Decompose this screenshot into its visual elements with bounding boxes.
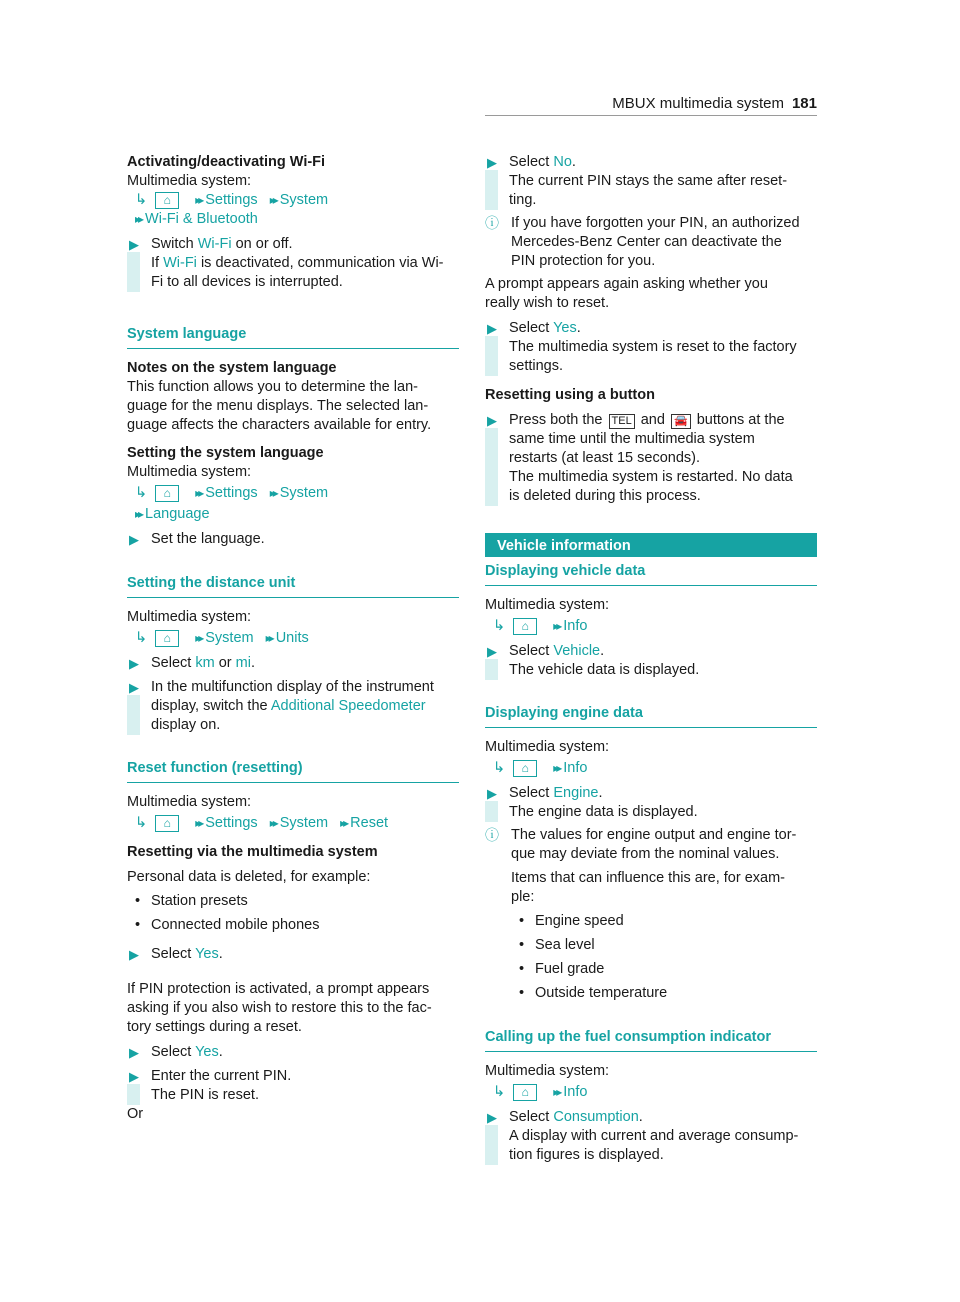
engine-path bbox=[485, 759, 817, 778]
tel-key-icon: TEL bbox=[609, 414, 635, 429]
fuel-consumption-section: Calling up the fuel consumption indicator Multimedia system: ↳ ⌂ ▸▸ Info ▶ Select Consumption. A display with current and average consump- tion figures is displayed. bbox=[485, 1028, 817, 1165]
path-language[interactable]: Language bbox=[145, 506, 210, 522]
step-arrow-icon: ▶ bbox=[129, 532, 139, 547]
header-title: MBUX multimedia system bbox=[612, 95, 784, 112]
info-icon: ⓘ bbox=[485, 215, 499, 231]
setting-language-title: Setting the system language bbox=[127, 445, 324, 461]
path-system[interactable]: System bbox=[279, 815, 329, 831]
list-item: • Connected mobile phones bbox=[127, 916, 459, 935]
yes-option[interactable]: Yes bbox=[553, 320, 577, 336]
wifi-section bbox=[127, 153, 459, 292]
home-icon[interactable]: ⌂ bbox=[513, 1084, 537, 1101]
header-rule bbox=[485, 115, 817, 116]
path-arrow-icon: ↳ bbox=[493, 1084, 506, 1100]
home-icon[interactable]: ⌂ bbox=[155, 485, 179, 502]
vehicle-path bbox=[485, 617, 817, 636]
running-header bbox=[0, 94, 817, 113]
wifi-link[interactable]: Wi-Fi bbox=[197, 236, 232, 252]
distance-unit-section: Setting the distance unit Multimedia system: ↳ ⌂ ▸▸ System ▸▸ Units ▶ Select km or mi. ▶ In the multifunction display of the instrument display, switch the Additional Speedometer display on. bbox=[127, 574, 459, 735]
press-buttons-step: ▶ Press both the TEL and 🚘 buttons at the same time until the multimedia system restarts (at least 15 seconds). The multimedia system is restarted. No data is deleted during this process. bbox=[487, 412, 793, 504]
vehicle-option[interactable]: Vehicle bbox=[553, 643, 601, 659]
system-language-heading: System language bbox=[127, 326, 247, 342]
step-bar bbox=[127, 252, 140, 292]
engine-data-heading: Displaying engine data bbox=[485, 705, 643, 721]
step-bar bbox=[485, 336, 498, 376]
step-arrow-icon: ▶ bbox=[129, 656, 139, 671]
chevron-icon: ▸▸ bbox=[269, 193, 276, 207]
wifi-intro: Multimedia system: bbox=[127, 173, 252, 189]
fuel-path bbox=[485, 1083, 817, 1102]
home-icon[interactable]: ⌂ bbox=[155, 192, 179, 209]
step-arrow-icon: ▶ bbox=[487, 1110, 497, 1125]
step-arrow-icon: ▶ bbox=[487, 413, 497, 428]
engine-note: ⓘ The values for engine output and engine tor- que may deviate from the nominal values. Items that can influence this are, for exam- ple: • Engine speed • Sea level • Fuel grade • Outside temperature bbox=[485, 826, 817, 1003]
wifi-title: Activating/deactivating Wi-Fi bbox=[127, 154, 326, 170]
list-item: • Outside temperature bbox=[511, 984, 817, 1003]
select-consumption-step: ▶ Select Consumption. A display with current and average consump- tion figures is displayed. bbox=[487, 1109, 799, 1163]
language-path-2 bbox=[127, 505, 459, 524]
fuel-heading: Calling up the fuel consumption indicator bbox=[485, 1029, 771, 1045]
car-key-icon: 🚘 bbox=[671, 414, 691, 429]
path-arrow-icon: ↳ bbox=[135, 630, 148, 646]
list-item: • Engine speed bbox=[511, 912, 817, 931]
path-arrow-icon: ↳ bbox=[135, 485, 148, 501]
path-arrow-icon: ↳ bbox=[135, 192, 148, 208]
heading-rule bbox=[127, 348, 459, 349]
home-icon[interactable]: ⌂ bbox=[155, 630, 179, 647]
step-arrow-icon: ▶ bbox=[487, 321, 497, 336]
step-arrow-icon: ▶ bbox=[487, 155, 497, 170]
distance-heading: Setting the distance unit bbox=[127, 575, 296, 591]
path-system[interactable]: System bbox=[205, 630, 254, 646]
path-settings[interactable]: Settings bbox=[205, 815, 258, 831]
chevron-icon: ▸▸ bbox=[269, 816, 276, 830]
chevron-icon: ▸▸ bbox=[135, 507, 142, 521]
home-icon[interactable]: ⌂ bbox=[513, 618, 537, 635]
chevron-icon: ▸▸ bbox=[135, 212, 142, 226]
chevron-icon: ▸▸ bbox=[553, 1085, 560, 1099]
language-step: ▶ Set the language. bbox=[129, 531, 265, 547]
chevron-icon: ▸▸ bbox=[265, 631, 272, 645]
list-item: • Sea level bbox=[511, 936, 817, 955]
step-bar bbox=[485, 428, 498, 506]
km-option[interactable]: km bbox=[195, 655, 215, 671]
path-reset[interactable]: Reset bbox=[350, 815, 389, 831]
step-bar bbox=[485, 170, 498, 210]
wifi-step: ▶ Switch Wi-Fi on or off. If Wi-Fi is deactivated, communication via Wi- Fi to all devices is interrupted. bbox=[129, 236, 444, 290]
step-bar bbox=[127, 1084, 140, 1105]
no-option[interactable]: No bbox=[553, 154, 572, 170]
chevron-icon: ▸▸ bbox=[340, 816, 347, 830]
path-system[interactable]: System bbox=[279, 192, 329, 208]
distance-step-2: ▶ In the multifunction display of the instrument display, switch the Additional Speedometer display on. bbox=[129, 679, 434, 733]
reset-select-yes: ▶ Select Yes. bbox=[129, 946, 223, 962]
select-engine-step: ▶ Select Engine. The engine data is displayed. bbox=[487, 785, 698, 820]
vehicle-data-section: Displaying vehicle data Multimedia system: ↳ ⌂ ▸▸ Info ▶ Select Vehicle. The vehicle data is displayed. bbox=[485, 562, 817, 680]
reset-path bbox=[127, 814, 459, 833]
yes-option[interactable]: Yes bbox=[195, 1044, 219, 1060]
path-arrow-icon: ↳ bbox=[493, 618, 506, 634]
system-language-section: System language Notes on the system language This function allows you to determine the lan- guage for the menu displays. The selected lan- guage affects the characters available for entry. Setting the system language Multimedia system: ↳ ⌂ ▸▸ Settings ▸▸ System ▸▸ Language ▶ Set the language. bbox=[127, 325, 459, 549]
chevron-icon: ▸▸ bbox=[553, 761, 560, 775]
path-wifi-bluetooth[interactable]: Wi-Fi & Bluetooth bbox=[145, 211, 258, 227]
step-bar bbox=[485, 801, 498, 822]
heading-rule bbox=[485, 1051, 817, 1052]
chevron-icon: ▸▸ bbox=[195, 486, 202, 500]
yes-option[interactable]: Yes bbox=[195, 946, 219, 962]
step-bar bbox=[127, 695, 140, 735]
step-arrow-icon: ▶ bbox=[129, 237, 139, 252]
step-arrow-icon: ▶ bbox=[129, 1045, 139, 1060]
select-vehicle-step: ▶ Select Vehicle. The vehicle data is displayed. bbox=[487, 643, 700, 678]
heading-rule bbox=[485, 727, 817, 728]
wifi-path bbox=[127, 191, 459, 210]
vehicle-information-banner: Vehicle information bbox=[485, 533, 817, 557]
enter-pin-step: ▶ Enter the current PIN. The PIN is reset. bbox=[129, 1068, 292, 1103]
info-icon: ⓘ bbox=[485, 827, 499, 843]
heading-rule bbox=[127, 597, 459, 598]
engine-data-section: Displaying engine data Multimedia system: ↳ ⌂ ▸▸ Info ▶ Select Engine. The engine data is displayed. ⓘ The values for engine output and engine tor- que may deviate from the nominal values. Items that can influence this are, for exam- ple: • Engine speed • Sea level • Fuel grade • Outside temperature bbox=[485, 704, 817, 1003]
chevron-icon: ▸▸ bbox=[269, 486, 276, 500]
chevron-icon: ▸▸ bbox=[195, 193, 202, 207]
pin-note: ⓘ If you have forgotten your PIN, an authorized Mercedes-Benz Center can deactivate the PIN protection for you. bbox=[485, 215, 800, 269]
path-system[interactable]: System bbox=[279, 485, 329, 501]
home-icon[interactable]: ⌂ bbox=[155, 815, 179, 832]
consumption-option[interactable]: Consumption bbox=[553, 1109, 639, 1125]
button-reset-title: Resetting using a button bbox=[485, 387, 655, 403]
path-info[interactable]: Info bbox=[563, 1084, 588, 1100]
path-settings[interactable]: Settings bbox=[205, 192, 258, 208]
wifi-link[interactable]: Wi-Fi bbox=[163, 255, 197, 271]
step-bar bbox=[485, 1125, 498, 1165]
engine-option[interactable]: Engine bbox=[553, 785, 599, 801]
vehicle-data-heading: Displaying vehicle data bbox=[485, 563, 646, 579]
page-number: 181 bbox=[791, 95, 817, 112]
step-arrow-icon: ▶ bbox=[129, 947, 139, 962]
distance-path bbox=[127, 629, 459, 648]
home-icon[interactable]: ⌂ bbox=[513, 760, 537, 777]
wifi-path-2 bbox=[127, 210, 459, 229]
heading-rule bbox=[127, 782, 459, 783]
reset-section: Reset function (resetting) Multimedia system: ↳ ⌂ ▸▸ Settings ▸▸ System ▸▸ Reset Resetting via the multimedia system Personal data is deleted, for example: • Station presets • Connected mobile phones ▶ Select Yes. If PIN protection is activated, a prompt appears asking if you also wish to restore this to the fac- tory settings during a reset. ▶ Select Yes. ▶ Enter the current PIN. The PIN is reset. Or bbox=[127, 759, 459, 1124]
path-arrow-icon: ↳ bbox=[493, 760, 506, 776]
step-arrow-icon: ▶ bbox=[129, 1069, 139, 1084]
reset-continued: ▶ Select No. The current PIN stays the same after reset- ting. ⓘ If you have forgotten your PIN, an authorized Mercedes-Benz Center can deactivate the PIN protection for you. A prompt appears again asking whether you really wish to reset. ▶ Select Yes. The multimedia system is reset to the factory settings. Resetting using a button ▶ Press both the TEL and 🚘 buttons at the same time until the multimedia system restarts (at least 15 seconds). The multimedia system is restarted. No data is deleted during this process. bbox=[485, 153, 817, 506]
distance-step-1: ▶ Select km or mi. bbox=[129, 655, 255, 671]
additional-speedometer-link[interactable]: Additional Speedometer bbox=[270, 698, 426, 714]
reset-subtitle: Resetting via the multimedia system bbox=[127, 844, 378, 860]
step-bar bbox=[485, 659, 498, 680]
step-arrow-icon: ▶ bbox=[487, 644, 497, 659]
chevron-icon: ▸▸ bbox=[195, 816, 202, 830]
path-info[interactable]: Info bbox=[563, 760, 588, 776]
notes-title: Notes on the system language bbox=[127, 360, 337, 376]
path-settings[interactable]: Settings bbox=[205, 485, 258, 501]
chevron-icon: ▸▸ bbox=[195, 631, 202, 645]
mi-option[interactable]: mi bbox=[235, 655, 251, 671]
select-yes-step: ▶ Select Yes. The multimedia system is reset to the factory settings. bbox=[487, 320, 797, 374]
path-arrow-icon: ↳ bbox=[135, 815, 148, 831]
language-path bbox=[127, 484, 459, 503]
select-no-step: ▶ Select No. The current PIN stays the same after reset- ting. bbox=[487, 154, 788, 208]
reset-select-yes-2: ▶ Select Yes. bbox=[129, 1044, 223, 1060]
step-arrow-icon: ▶ bbox=[487, 786, 497, 801]
reset-heading: Reset function (resetting) bbox=[127, 760, 303, 776]
step-arrow-icon: ▶ bbox=[129, 680, 139, 695]
path-info[interactable]: Info bbox=[563, 618, 588, 634]
heading-rule bbox=[485, 585, 817, 586]
list-item: • Station presets bbox=[127, 892, 459, 911]
path-units[interactable]: Units bbox=[275, 630, 309, 646]
list-item: • Fuel grade bbox=[511, 960, 817, 979]
chevron-icon: ▸▸ bbox=[553, 619, 560, 633]
